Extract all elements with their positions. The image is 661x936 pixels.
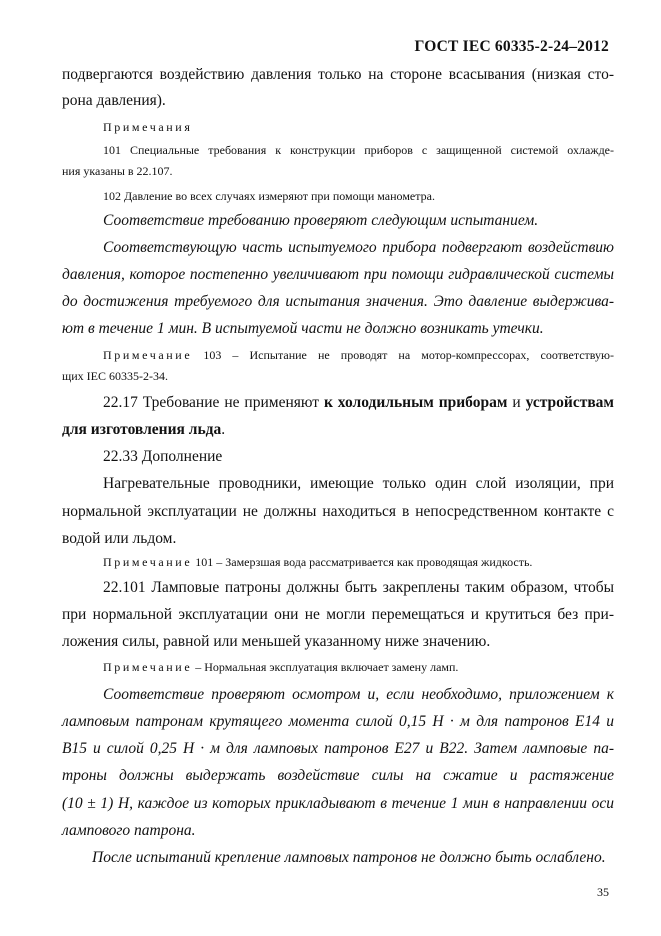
note-label: Примечание	[103, 555, 193, 569]
italic-text-line: ют в течение 1 мин. В испытуемой части не должно возникать утечки.	[62, 320, 544, 337]
page-header: ГОСТ IEC 60335-2-24–2012	[414, 38, 609, 55]
italic-text-line: лампового патрона.	[62, 822, 196, 839]
text-line: нормальной эксплуатации не должны находиться в непосредственном контакте с	[62, 503, 614, 520]
text-line: водой или льдом.	[62, 530, 177, 547]
italic-text-line: Соответствие требованию проверяют следующим испытанием.	[103, 212, 539, 229]
note-label: Примечание	[103, 660, 193, 674]
italic-text-line: Соответствие проверяют осмотром и, если необходимо, приложением к	[103, 686, 614, 703]
clause-bold-text: устройствам	[525, 394, 614, 411]
note-101	[103, 555, 614, 570]
clause-text: .	[221, 421, 226, 438]
italic-text-line: до достижения требуемого для испытания значения. Это давление выдержива-	[62, 293, 614, 310]
italic-text-line: Соответствующую часть испытуемого прибора подвергают воздействию	[103, 239, 614, 256]
clause-bold-text: к холодильным приборам	[323, 394, 508, 411]
notes-heading: Примечания	[103, 120, 193, 134]
note-text: 103 – Испытание не проводят на мотор-компрессорах, соответствую-	[192, 348, 614, 362]
clause-22-17-cont	[62, 421, 614, 439]
note-lamp	[103, 660, 614, 675]
text-line: 22.101 Ламповые патроны должны быть закреплены таким образом, чтобы	[103, 579, 614, 596]
italic-text-line: (10 ± 1) Н, каждое из которых прикладывают в течение 1 мин в направлении оси	[62, 795, 614, 812]
page-number: 35	[597, 885, 609, 899]
text-line: при нормальной эксплуатации они не могли перемещаться и крутиться без при-	[62, 606, 614, 623]
note-103	[103, 348, 614, 363]
text-line: рона давления).	[62, 92, 166, 109]
note-label: Примечание	[103, 348, 193, 362]
italic-text-line: После испытаний крепление ламповых патронов не должно быть ослаблено.	[92, 849, 606, 866]
clause-22-17	[103, 394, 614, 412]
note-text: 102 Давление во всех случаях измеряют при помощи манометра.	[103, 189, 435, 203]
note-text: ния указаны в 22.107.	[62, 164, 173, 178]
text-line: Нагревательные проводники, имеющие только один слой изоляции, при	[103, 475, 614, 492]
italic-text-line: давления, которое постепенно увеличивают при помощи гидравлической системы	[62, 266, 614, 283]
text-line: ложения силы, равной или меньшей указанному ниже значению.	[62, 633, 491, 650]
clause-text: и	[507, 394, 526, 411]
italic-text-line: В15 и силой 0,25 Н · м для ламповых патронов Е27 и В22. Затем ламповые па-	[62, 740, 614, 757]
note-text: – Нормальная эксплуатация включает замену ламп.	[192, 660, 459, 674]
note-text: щих IEC 60335-2-34.	[62, 369, 168, 383]
italic-text-line: троны должны выдержать воздействие силы на сжатие и растяжение	[62, 767, 614, 784]
clause-text: 22.17 Требование не применяют	[103, 394, 324, 411]
note-text: 101 Специальные требования к конструкции приборов с защищенной системой охлажде-	[103, 143, 614, 157]
text-line: подвергаются воздействию давления только на стороне всасывания (низкая сто-	[62, 66, 614, 83]
clause-heading: 22.33 Дополнение	[103, 448, 223, 465]
clause-bold-text: для изготовления льда	[62, 421, 222, 438]
italic-text-line: ламповым патронам крутящего момента силой 0,15 Н · м для патронов Е14 и	[62, 713, 614, 730]
note-text: 101 – Замерзшая вода рассматривается как проводящая жидкость.	[192, 555, 533, 569]
